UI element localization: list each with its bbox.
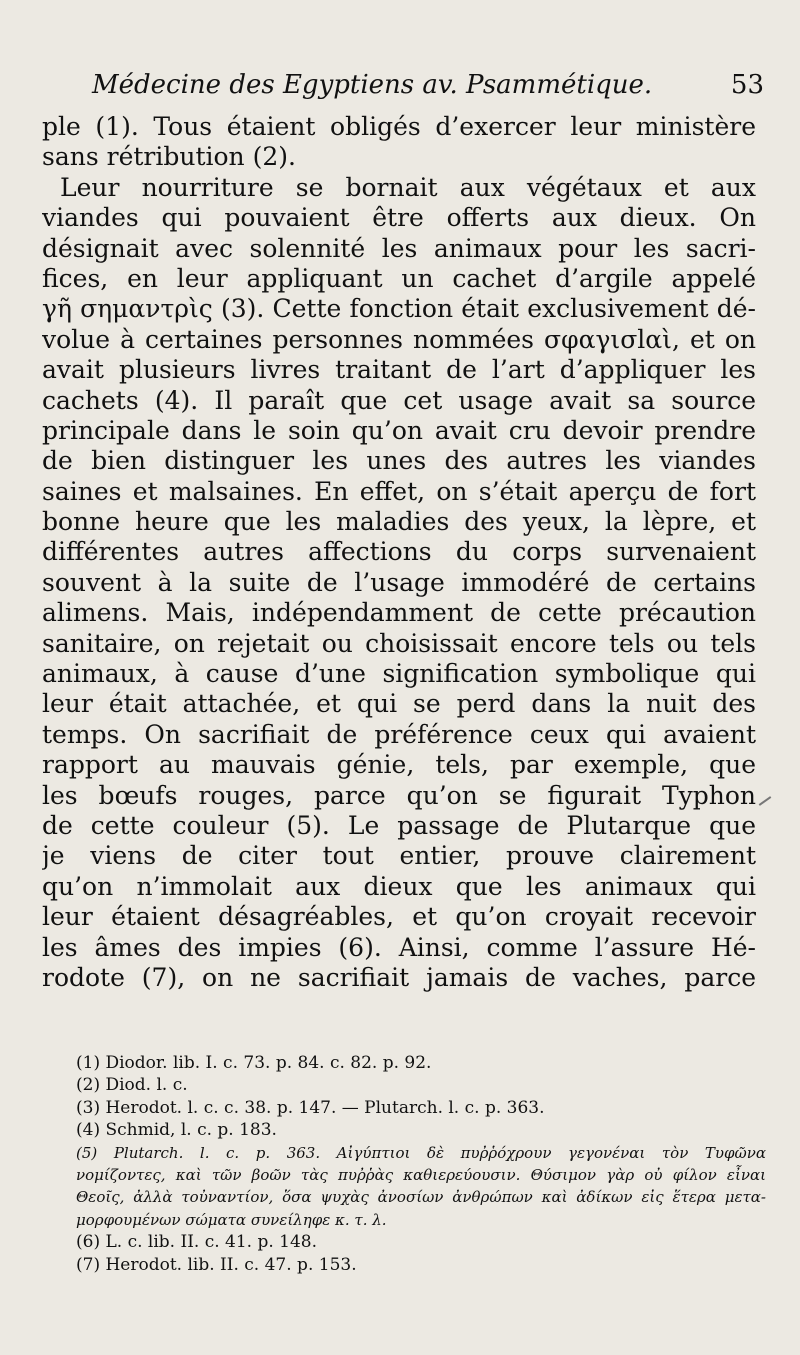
text-line: viandes qui pouvaient être offerts aux dieux. On xyxy=(42,203,756,233)
text-line: volue à certaines personnes nommées σφαγισlαὶ, et on xyxy=(42,324,756,354)
text-line: Leur nourriture se bornait aux végétaux et aux xyxy=(60,172,756,202)
text-line: de cette couleur (5). Le passage de Plutarque que xyxy=(42,810,756,840)
footnote-greek: Θεοῖς, ἀλλὰ τοὐναντίον, ὅσα ψυχὰς ἀνοσίων ἀνθρώπων καὶ ἀδίκων εἰς ἕτερα μετα- xyxy=(76,1188,766,1207)
text-line: de bien distinguer les unes des autres les viandes xyxy=(42,446,756,476)
text-line: souvent à la suite de l’usage immodéré de certains xyxy=(42,567,756,597)
text-line: bonne heure que les maladies des yeux, la lèpre, et xyxy=(42,507,756,537)
footnote: (4) Schmid, l. c. p. 183. xyxy=(76,1120,277,1141)
text-line: principale dans le soin qu’on avait cru devoir prendre xyxy=(42,415,756,445)
text-line: les bœufs rouges, parce qu’on se figurait Typhon xyxy=(42,780,756,810)
text-line: je viens de citer tout entier, prouve clairement xyxy=(42,841,756,871)
text-line: différentes autres affections du corps survenaient xyxy=(42,537,756,567)
page-number: 53 xyxy=(730,70,764,100)
text-line: saines et malsaines. En effet, on s’était aperçu de fort xyxy=(42,476,756,506)
text-line: animaux, à cause d’une signification symbolique qui xyxy=(42,659,756,689)
text-line: cachets (4). Il paraît que cet usage avait sa source xyxy=(42,385,756,415)
text-line: leur étaient désagréables, et qu’on croyait recevoir xyxy=(42,902,756,932)
text-line: γῆ σημαντρὶς (3). Cette fonction était exclusivement dé- xyxy=(42,294,756,324)
footnote-greek: (5) Plutarch. l. c. p. 363. Αἰγύπτιοι δὲ πυῤῥόχρουν γεγονέναι τὸν Τυφῶνα xyxy=(76,1143,766,1162)
footnote: (6) L. c. lib. II. c. 41. p. 148. xyxy=(76,1232,318,1253)
text-line: leur était attachée, et qui se perd dans la nuit des xyxy=(42,689,756,719)
text-line: fices, en leur appliquant un cachet d’argile appelé xyxy=(42,263,756,293)
text-line: qu’on n’immolait aux dieux que les animaux qui xyxy=(42,871,756,901)
text-line: alimens. Mais, indépendamment de cette précaution xyxy=(42,598,756,628)
text-line: sans rétribution (2). xyxy=(42,142,296,172)
text-line: désignait avec solennité les animaux pour les sacri- xyxy=(42,233,756,263)
text-line: rapport au mauvais génie, tels, par exemple, que xyxy=(42,750,756,780)
footnote: (7) Herodot. lib. II. c. 47. p. 153. xyxy=(76,1254,357,1275)
footnote: (1) Diodor. lib. I. c. 73. p. 84. c. 82. p. 92. xyxy=(76,1053,432,1073)
footnote: (2) Diod. l. c. xyxy=(76,1075,188,1096)
text-line: sanitaire, on rejetait ou choisissait encore tels ou tels xyxy=(42,628,756,658)
footnote-greek: μορφουμένων σώματα συνείληφε κ. τ. λ. xyxy=(76,1210,387,1229)
text-line: rodote (7), on ne sacrifiait jamais de vaches, parce xyxy=(42,962,756,992)
text-line: temps. On sacrifiait de préférence ceux qui avaient xyxy=(42,719,756,749)
running-head xyxy=(92,70,764,106)
text-line: ple (1). Tous étaient obligés d’exercer leur ministère xyxy=(42,112,756,141)
text-line: avait plusieurs livres traitant de l’art d’appliquer les xyxy=(42,355,756,385)
text-line: les âmes des impies (6). Ainsi, comme l’assure Hé- xyxy=(42,932,756,962)
body-text xyxy=(42,112,756,993)
footnote: (3) Herodot. l. c. c. 38. p. 147. — Plutarch. l. c. p. 363. xyxy=(76,1097,545,1118)
footnote-greek: νομίζοντες, καὶ τῶν βοῶν τὰς πυῤῥὰς καθιερεύουσιν. Θύσιμον γὰρ οὐ φίλον εἶναι xyxy=(76,1165,766,1184)
margin-mark xyxy=(759,796,772,806)
running-head-title: Médecine des Egyptiens av. Psammétique. xyxy=(92,70,653,100)
footnotes xyxy=(76,1052,766,1276)
